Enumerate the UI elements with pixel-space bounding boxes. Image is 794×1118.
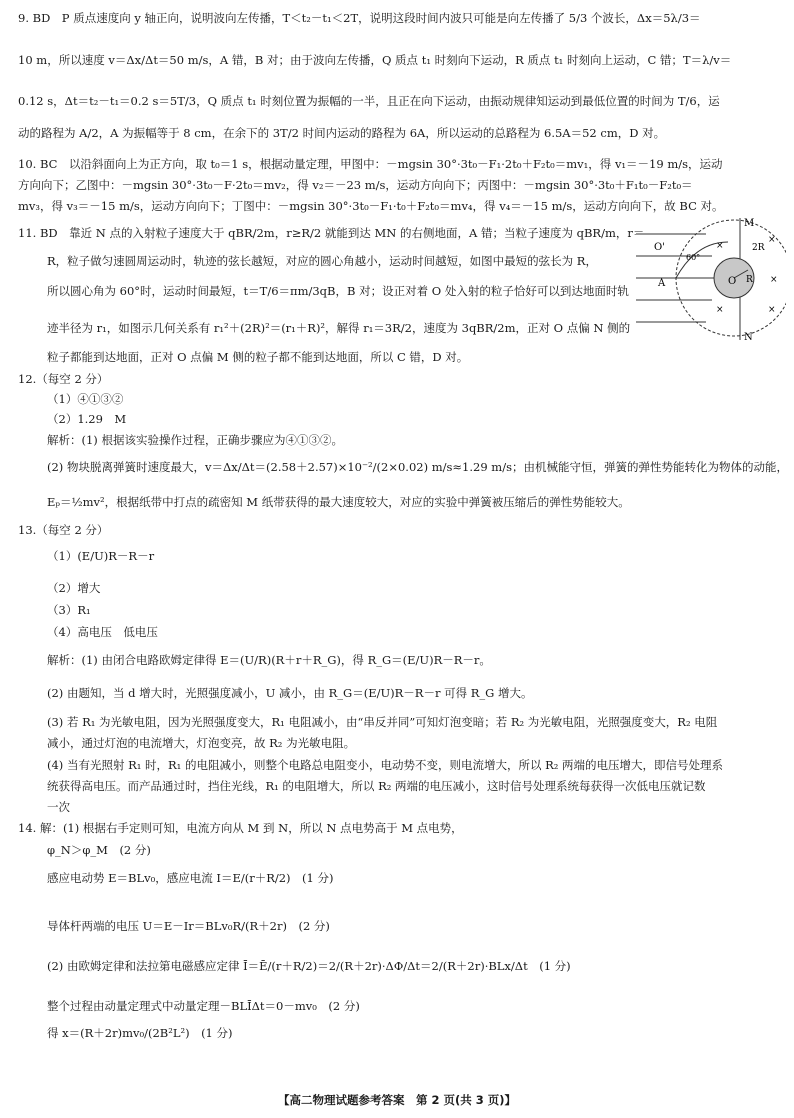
label-o: O — [728, 276, 737, 287]
text-line: φ_N＞φ_M (2 分) — [47, 843, 151, 857]
svg-text:×: × — [768, 235, 776, 245]
svg-text:×: × — [716, 241, 724, 251]
text-line: (4) 当有光照射 R₁ 时，R₁ 的电阻减小，则整个电路总电阻变小，电动势不变，则电流增大，所以 R₂ 两端的电压增大，即信号处理系 — [47, 758, 724, 772]
text-line: （2）1.29 M — [47, 412, 127, 426]
text-line: (2) 物块脱离弹簧时速度最大，v＝Δx/Δt＝(2.58＋2.57)×10⁻²/(2×0.02) m/s≈1.29 m/s；由机械能守恒，弹簧的弹性势能转化为物体的动能， — [47, 460, 788, 474]
text-line: 得 x＝(R＋2r)mv₀/(2B²L²) (1 分) — [47, 1026, 233, 1040]
text-line: R，粒子做匀速圆周运动时，轨迹的弦长越短，对应的圆心角越小，运动时间越短，如图中最短的弦长为 R， — [47, 254, 597, 268]
text-line: 迹半径为 r₁，如图示几何关系有 r₁²＋(2R)²＝(r₁＋R)²，解得 r₁＝3R/2，速度为 3qBR/2m，正对 O 点偏 N 侧的 — [47, 321, 631, 335]
text-line: 一次 — [47, 800, 70, 814]
text-line: 整个过程由动量定理式中动量定理－BLĪΔt＝0－mv₀ (2 分) — [47, 999, 360, 1013]
text-line: 解析：(1) 由闭合电路欧姆定律得 E＝(U/R)(R＋r＋R_G)，得 R_G＝(E/U)R－R－r。 — [47, 653, 491, 667]
text-line: 9. BD P 质点速度向 y 轴正向，说明波向左传播，T＜t₂－t₁＜2T，说明这段时间内波只可能是向左传播了 5/3 个波长，Δx＝5λ/3＝ — [18, 11, 701, 25]
text-line: 动的路程为 A/2，A 为振幅等于 8 cm，在余下的 3T/2 时间内运动的路程为 6A，所以运动的总路程为 6.5A＝52 cm，D 对。 — [18, 126, 666, 140]
label-m: M — [744, 218, 755, 229]
page-footer: 【高二物理试题参考答案 第 2 页(共 3 页)】 — [277, 1093, 517, 1107]
text-line: 所以圆心角为 60°时，运动时间最短，t＝T/6＝πm/3qB，B 对；设正对着 O 处入射的粒子恰好可以到达地面时轨 — [47, 284, 629, 298]
text-line: 10. BC 以沿斜面向上为正方向，取 t₀＝1 s，根据动量定理，甲图中：－mgsin 30°·3t₀－F₁·2t₀＋F₂t₀＝mv₁，得 v₁＝－19 m/s，运动 — [18, 157, 723, 171]
svg-text:×: × — [768, 305, 776, 315]
label-n: N — [744, 332, 753, 343]
text-line: 减小，通过灯泡的电流增大，灯泡变亮，故 R₂ 为光敏电阻。 — [47, 736, 356, 750]
svg-text:×: × — [716, 305, 724, 315]
text-line: 粒子都能到达地面，正对 O 点偏 M 侧的粒子都不能到达地面，所以 C 错，D 对。 — [47, 350, 469, 364]
text-line: 方向向下；乙图中：－mgsin 30°·3t₀－F·2t₀＝mv₂，得 v₂＝－23 m/s，运动方向向下；丙图中：－mgsin 30°·3t₀＋F₁t₀－F₂t₀＝ — [18, 178, 693, 192]
svg-text:×: × — [770, 275, 778, 285]
label-60: 60° — [686, 253, 701, 262]
text-line: 10 m，所以速度 v＝Δx/Δt＝50 m/s，A 错，B 对；由于波向左传播，Q 质点 t₁ 时刻向下运动，R 质点 t₁ 时刻向上运动，C 错；T＝λ/v＝ — [18, 53, 732, 67]
text-line: 13.（每空 2 分） — [18, 523, 109, 537]
text-line: （4）高电压 低电压 — [47, 625, 158, 639]
text-line: 14. 解：(1) 根据右手定则可知，电流方向从 M 到 N，所以 N 点电势高于 M 点电势， — [18, 821, 463, 835]
label-o-prime: O' — [654, 242, 665, 253]
text-line: 0.12 s，Δt＝t₂－t₁＝0.2 s＝5T/3，Q 质点 t₁ 时刻位置为振幅的一半，且正在向下运动，由振动规律知运动到最低位置的时间为 T/6，运 — [18, 94, 720, 108]
label-2r: 2R — [752, 243, 765, 253]
text-line: 导体杆两端的电压 U＝E－Ir＝BLv₀R/(R＋2r) (2 分) — [47, 919, 330, 933]
text-line: Eₚ＝½mv²，根据纸带中打点的疏密知 M 纸带获得的最大速度较大，对应的实验中弹簧被压缩后的弹性势能较大。 — [47, 495, 630, 509]
text-line: 11. BD 靠近 N 点的入射粒子速度大于 qBR/2m，r≥R/2 就能到达 MN 的右侧地面，A 错；当粒子速度为 qBR/m，r＝ — [18, 226, 645, 240]
label-a: A — [658, 278, 666, 289]
text-line: 感应电动势 E＝BLv₀，感应电流 I＝E/(r＋R/2) (1 分) — [47, 871, 334, 885]
text-line: （1）④①③② — [47, 392, 124, 406]
label-r: R — [746, 275, 753, 285]
text-line: (2) 由题知，当 d 增大时，光照强度减小，U 减小，由 R_G＝(E/U)R－R－r 可得 R_G 增大。 — [47, 686, 533, 700]
text-line: （3）R₁ — [47, 603, 91, 617]
text-line: 统获得高电压。而产品通过时，挡住光线，R₁ 的电阻增大，所以 R₂ 两端的电压减小，这时信号处理系统每获得一次低电压就记数 — [47, 779, 706, 793]
text-line: 12.（每空 2 分） — [18, 372, 109, 386]
particle-field-diagram — [636, 212, 786, 344]
text-line: 解析：(1) 根据该实验操作过程，正确步骤应为④①③②。 — [47, 433, 343, 447]
text-line: （1）(E/U)R－R－r — [47, 549, 155, 563]
text-line: (3) 若 R₁ 为光敏电阻，因为光照强度变大，R₁ 电阻减小，由“串反并同”可知灯泡变暗；若 R₂ 为光敏电阻，光照强度变大，R₂ 电阻 — [47, 715, 718, 729]
text-line: （2）增大 — [47, 581, 101, 595]
text-line: mv₃，得 v₃＝－15 m/s，运动方向向下；丁图中：－mgsin 30°·3t₀－F₁·t₀＋F₂t₀＝mv₄，得 v₄＝－15 m/s，运动方向向下，故 BC 对。 — [18, 199, 724, 213]
text-line: (2) 由欧姆定律和法拉第电磁感应定律 Ī＝Ē/(r＋R/2)＝2/(R＋2r)·ΔΦ/Δt＝2/(R＋2r)·BLx/Δt (1 分) — [47, 959, 571, 973]
